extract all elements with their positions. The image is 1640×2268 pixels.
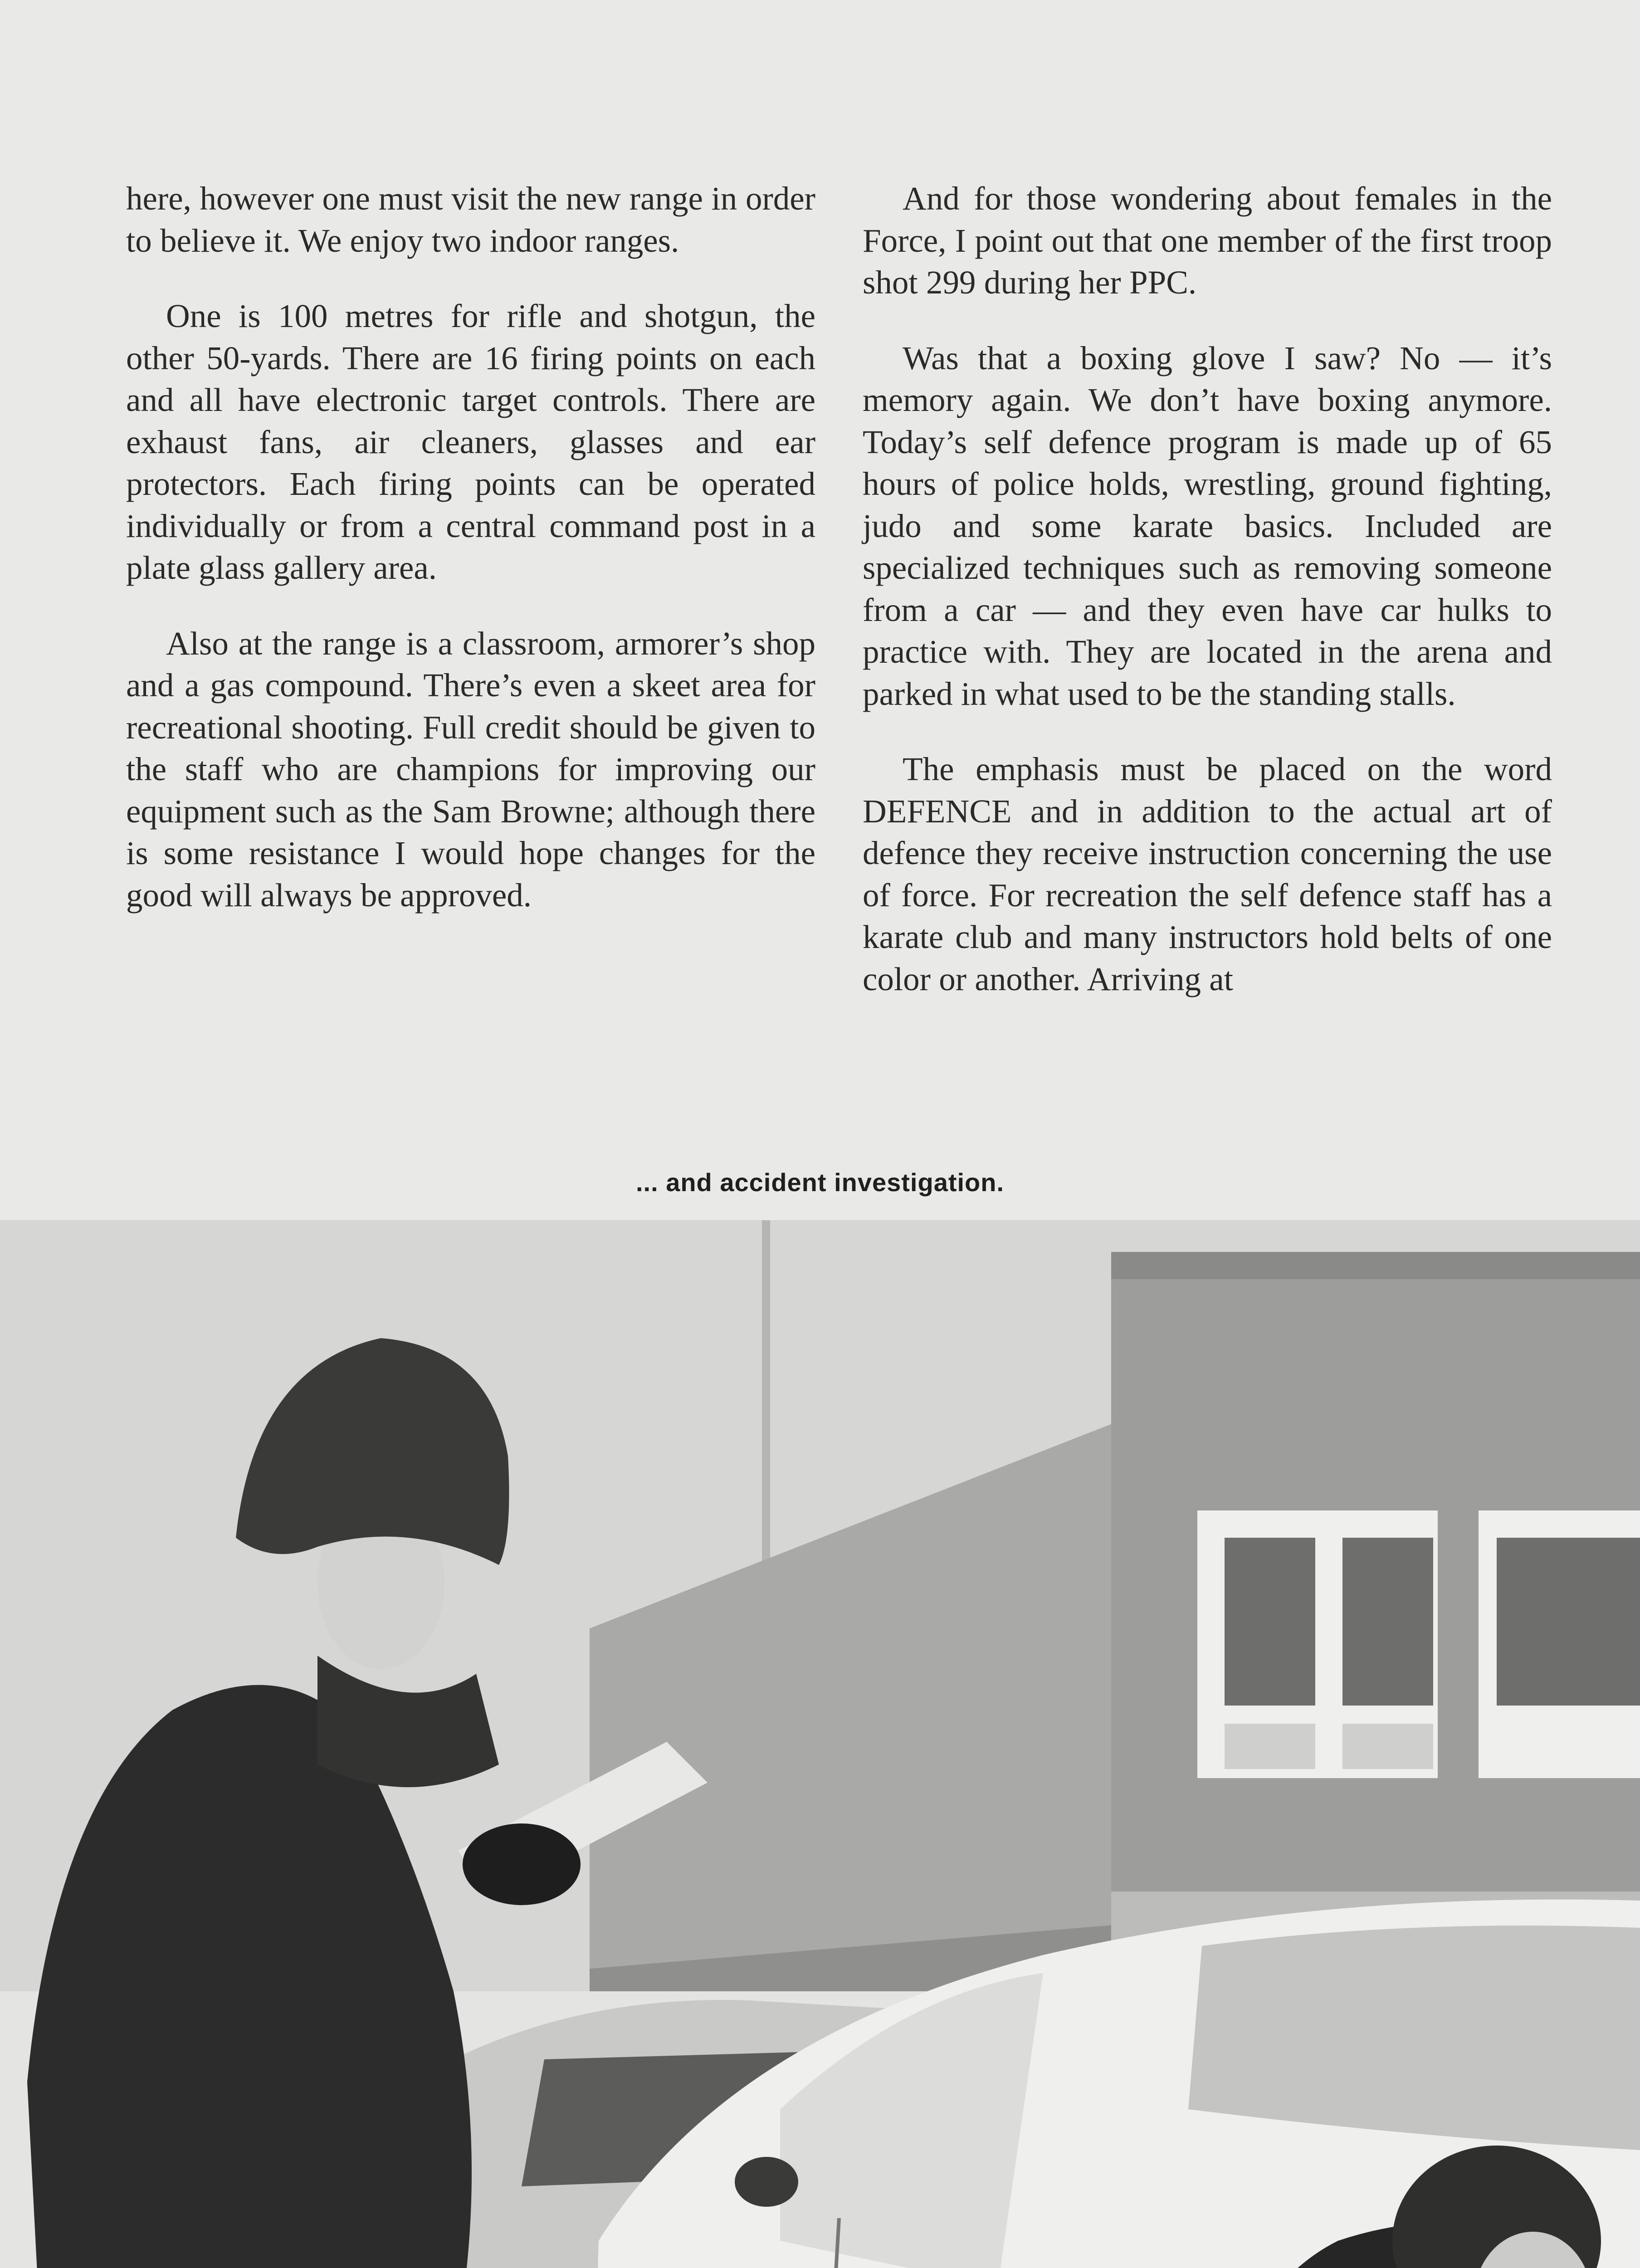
paragraph: One is 100 metres for rifle and shotgun, the other 50-yards. There are 16 firing points on each and all have electronic target controls. There are exhaust fans, air cleaners, glasses and ear protectors. Each firing points can be operated individually or from a central command post in a plate glass gallery area. bbox=[126, 298, 815, 586]
officer-hand bbox=[463, 1823, 581, 1905]
paragraph: Also at the range is a classroom, armorer’s shop and a gas compound. There’s even a skeet area for recreational shooting. Full credit should be given to the staff who are champions for improving our equipment such as the Sam Browne; although there is some resistance I would hope changes for the good will always be approved. bbox=[126, 625, 815, 914]
side-mirror bbox=[735, 2157, 798, 2207]
paragraph: Was that a boxing glove I saw? No — it’s memory again. We don’t have boxing anymore. Today’s self defence program is made up of 65 hours of police holds, wrestling, ground fighting, judo and some karate basics. Included are specialized techniques such as removing someone from a car — and they even have car hulks to practice with. They are located in the arena and parked in what used to be the standing stalls. bbox=[863, 339, 1552, 712]
photo-caption: ... and accident investigation. bbox=[635, 1168, 1005, 1197]
paragraph: And for those wondering about females in the Force, I point out that one member of the first troop shot 299 during her PPC. bbox=[863, 180, 1552, 301]
accident-investigation-photo bbox=[0, 1220, 1640, 2268]
right-column bbox=[863, 178, 1552, 1034]
paragraph: here, however one must visit the new range in order to believe it. We enjoy two indoor ranges. bbox=[126, 180, 815, 259]
left-column bbox=[126, 178, 815, 950]
paragraph: The emphasis must be placed on the word DEFENCE and in addition to the actual art of defence they receive instruction concerning the use of force. For recreation the self defence staff has a karate club and many instructors hold belts of one color or another. Arriving at bbox=[863, 751, 1552, 997]
